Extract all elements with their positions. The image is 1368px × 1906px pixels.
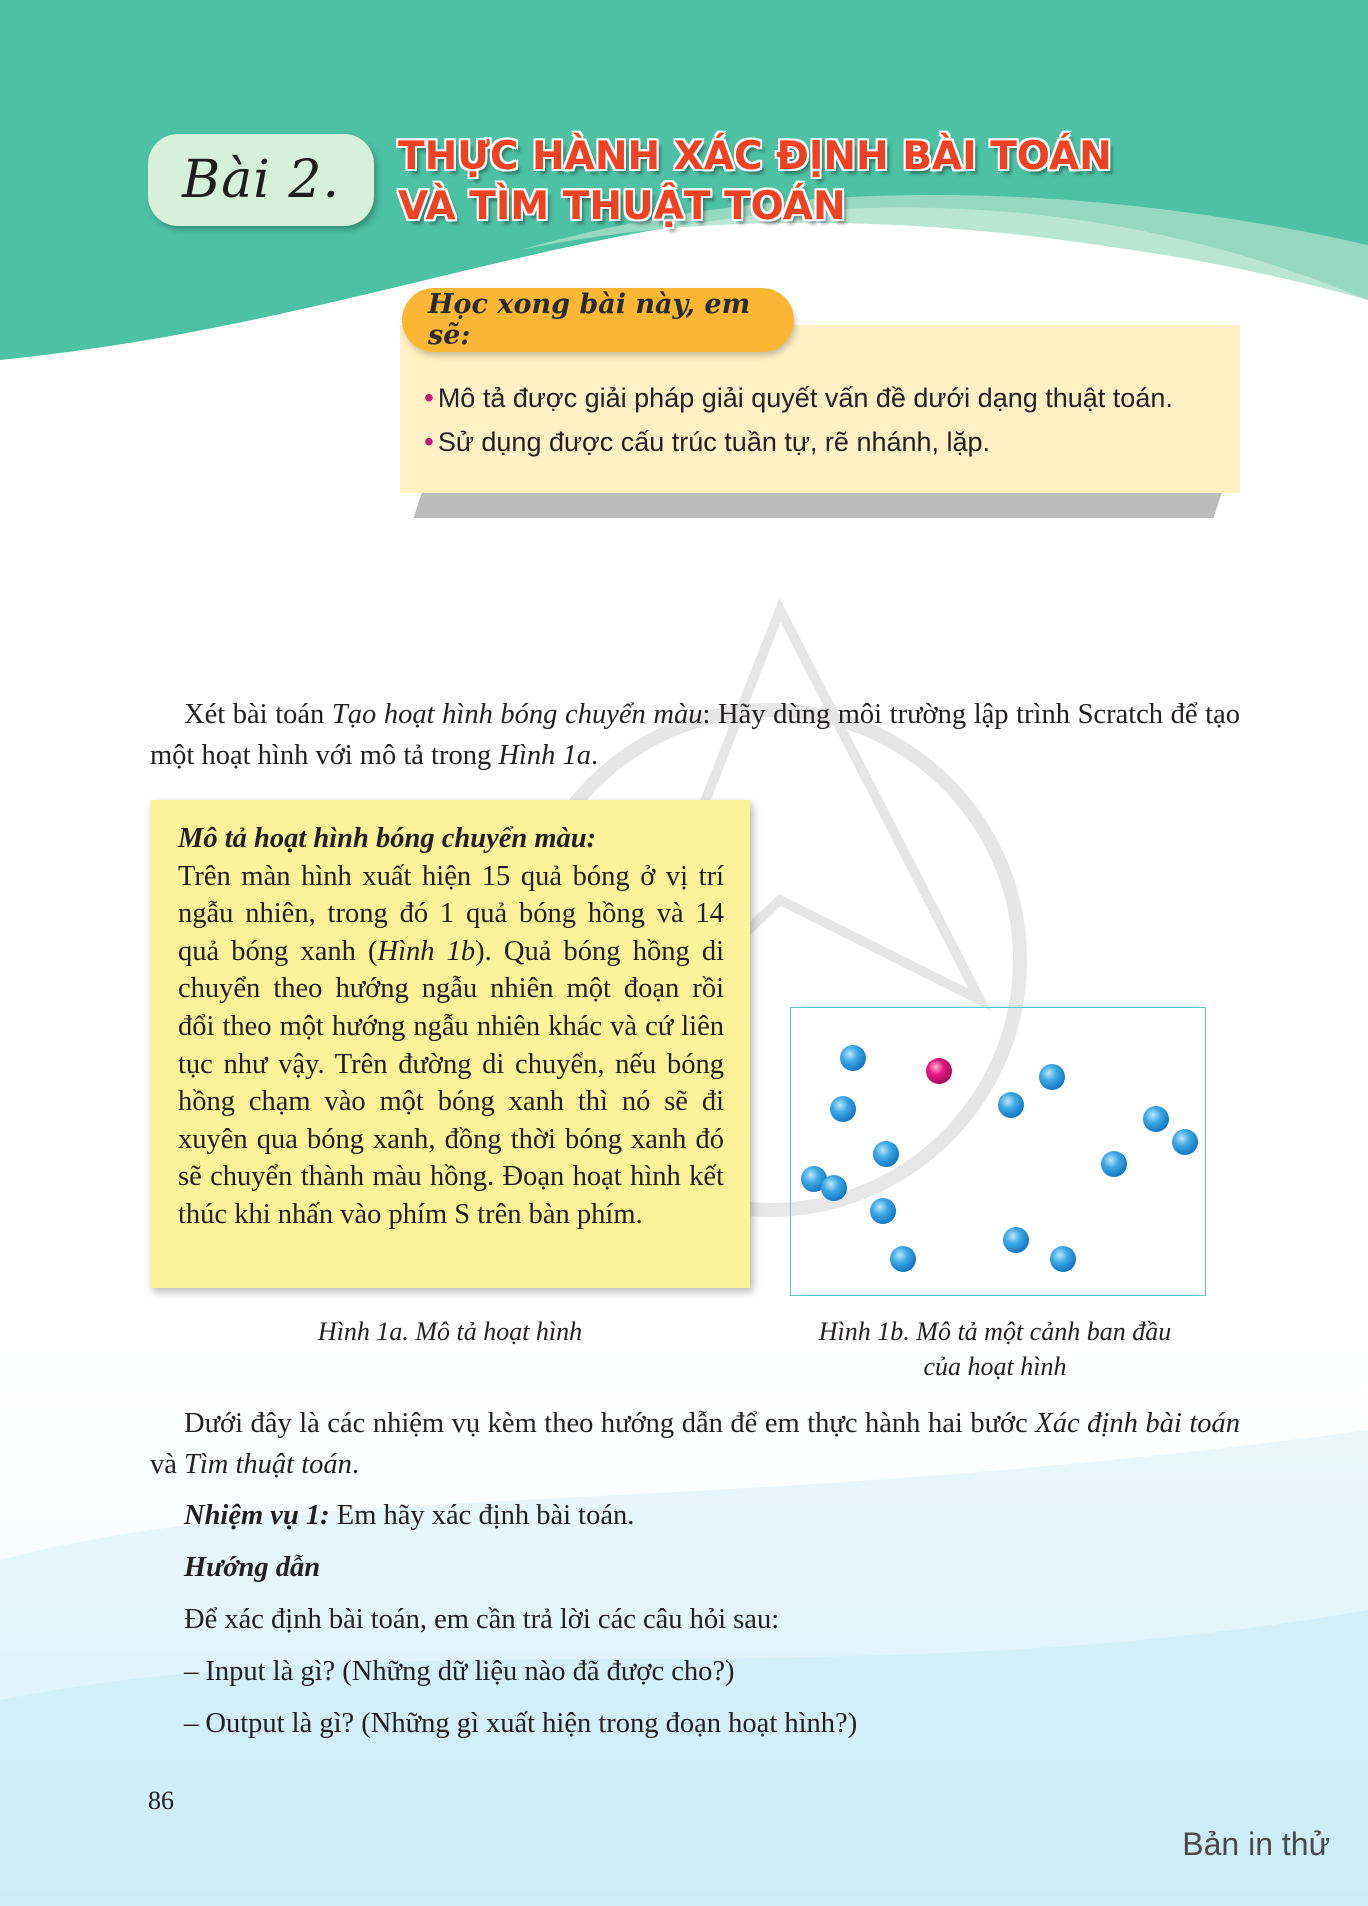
objective-item: • Sử dụng được cấu trúc tuần tự, rẽ nhánh, lặp. xyxy=(424,426,991,457)
animation-description: Mô tả hoạt hình bóng chuyển màu: Trên màn hình xuất hiện 15 quả bóng ở vị trí ngẫu nhiên, trong đó 1 quả bóng hồng và 14 quả bóng xanh (Hình 1b). Quả bóng hồng di chuyển theo hướng ngẫu nhiên một đoạn rồi đổi theo một hướng ngẫu nhiên khác và cứ liên tục như vậy. Trên đường di chuyển, nếu bóng hồng chạm vào một bóng xanh thì nó sẽ đi xuyên qua bóng xanh, đồng thời bóng xanh đó sẽ chuyển thành màu hồng. Đoạn hoạt hình kết thúc khi nhấn vào phím S trên bàn phím. xyxy=(178,820,724,1234)
objectives-heading: Học xong bài này, em sẽ: xyxy=(428,289,751,351)
task-1-label: Nhiệm vụ 1: xyxy=(184,1500,330,1531)
lesson-number: Bài 2. xyxy=(182,150,340,210)
guide-line: – Output là gì? (Những gì xuất hiện trong đoạn hoạt hình?) xyxy=(184,1708,858,1739)
description-title: Mô tả hoạt hình bóng chuyển màu: xyxy=(178,823,597,854)
lesson-title-line2: VÀ TÌM THUẬT TOÁN xyxy=(398,184,846,229)
figure-1a-caption: Hình 1a. Mô tả hoạt hình xyxy=(317,1317,583,1346)
objectives-list xyxy=(424,376,1173,464)
objective-item: • Mô tả được giải pháp giải quyết vấn đề dưới dạng thuật toán. xyxy=(424,382,1173,413)
task-1: Nhiệm vụ 1: Em hãy xác định bài toán. xyxy=(184,1500,635,1531)
bullet-icon: • xyxy=(424,382,434,413)
draft-stamp: Bản in thử xyxy=(1182,1826,1330,1862)
lesson-title-line1: THỰC HÀNH XÁC ĐỊNH BÀI TOÁN xyxy=(398,134,1112,179)
guide-heading: Hướng dẫn xyxy=(184,1552,321,1583)
lesson-title xyxy=(398,132,1258,232)
objectives-heading-tab xyxy=(402,288,794,352)
figure-1b-caption: Hình 1b. Mô tả một cảnh ban đầu của hoạt hình xyxy=(818,1317,1172,1381)
guide-line: – Input là gì? (Những dữ liệu nào đã được cho?) xyxy=(184,1656,735,1687)
intro-paragraph: Xét bài toán Tạo hoạt hình bóng chuyển màu: Hãy dùng môi trường lập trình Scratch để tạo một hoạt hình với mô tả trong Hình 1a. xyxy=(150,699,1240,771)
lesson-number-badge xyxy=(148,134,374,226)
page-number: 86 xyxy=(148,1786,174,1815)
initial-scene-frame xyxy=(790,1007,1206,1296)
tasks-intro-paragraph: Dưới đây là các nhiệm vụ kèm theo hướng dẫn để em thực hành hai bước Xác định bài toán và Tìm thuật toán. xyxy=(150,1408,1240,1480)
bullet-icon: • xyxy=(424,426,434,457)
guide-line: Để xác định bài toán, em cần trả lời các câu hỏi sau: xyxy=(184,1604,780,1635)
